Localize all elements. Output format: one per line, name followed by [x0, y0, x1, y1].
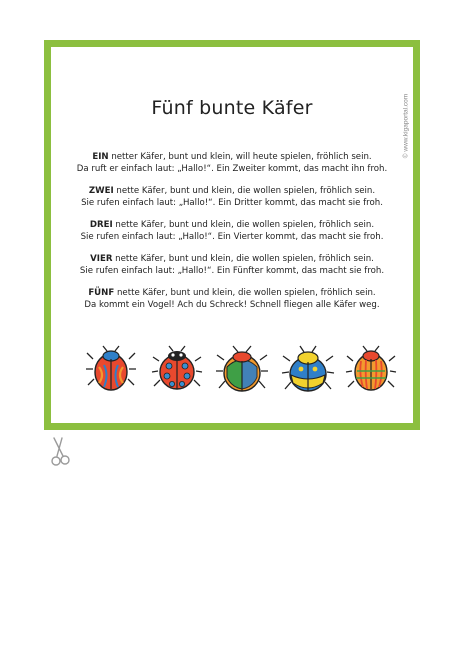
verse-line: netter Käfer, bunt und klein, will heute spielen, fröhlich sein. [108, 152, 372, 162]
verse-line: Sie rufen einfach laut: „Hallo!“. Ein Vierter kommt, das macht sie froh. [80, 232, 384, 242]
verse-line: nette Käfer, bunt und klein, die wollen spielen, fröhlich sein. [113, 186, 376, 196]
verse-line: Sie rufen einfach laut: „Hallo!“. Ein Dritter kommt, das macht sie froh. [81, 198, 383, 208]
verse-number: ZWEI [88, 186, 114, 196]
verse-number: FÜNF [88, 288, 115, 298]
verse-5 [51, 287, 413, 311]
poem-card [44, 40, 420, 430]
scissors-icon [48, 436, 74, 468]
verse-2 [51, 185, 413, 209]
orange-green-beetle-icon [215, 345, 269, 395]
verse-3 [51, 219, 413, 243]
verse-line: nette Käfer, bunt und klein, die wollen spielen, fröhlich sein. [112, 220, 375, 230]
striped-beetle-icon [345, 345, 397, 393]
verse-line: nette Käfer, bunt und klein, die wollen spielen, fröhlich sein. [114, 288, 376, 298]
verse-line: Sie rufen einfach laut: „Hallo!“. Ein Fünfter kommt, das macht sie froh. [79, 266, 385, 276]
poem-title: Fünf bunte Käfer [151, 97, 313, 119]
verse-line: Da kommt ein Vogel! Ach du Schreck! Schnell fliegen alle Käfer weg. [84, 300, 380, 310]
beetle-row [75, 345, 395, 395]
red-ladybug-icon [151, 345, 203, 393]
verse-line: Da ruft er einfach laut: „Hallo!“. Ein Zweiter kommt, das macht ihn froh. [76, 164, 388, 174]
verse-4 [51, 253, 413, 277]
red-blue-beetle-icon [85, 345, 137, 393]
verse-number: EIN [92, 152, 109, 162]
blue-yellow-beetle-icon [281, 345, 335, 395]
watermark-text: © www.kigaportal.com [402, 93, 410, 159]
poem-verses [51, 151, 413, 321]
verse-number: DREI [89, 220, 113, 230]
verse-line: nette Käfer, bunt und klein, die wollen spielen, fröhlich sein. [112, 254, 374, 264]
verse-number: VIER [90, 254, 113, 264]
verse-1 [51, 151, 413, 175]
